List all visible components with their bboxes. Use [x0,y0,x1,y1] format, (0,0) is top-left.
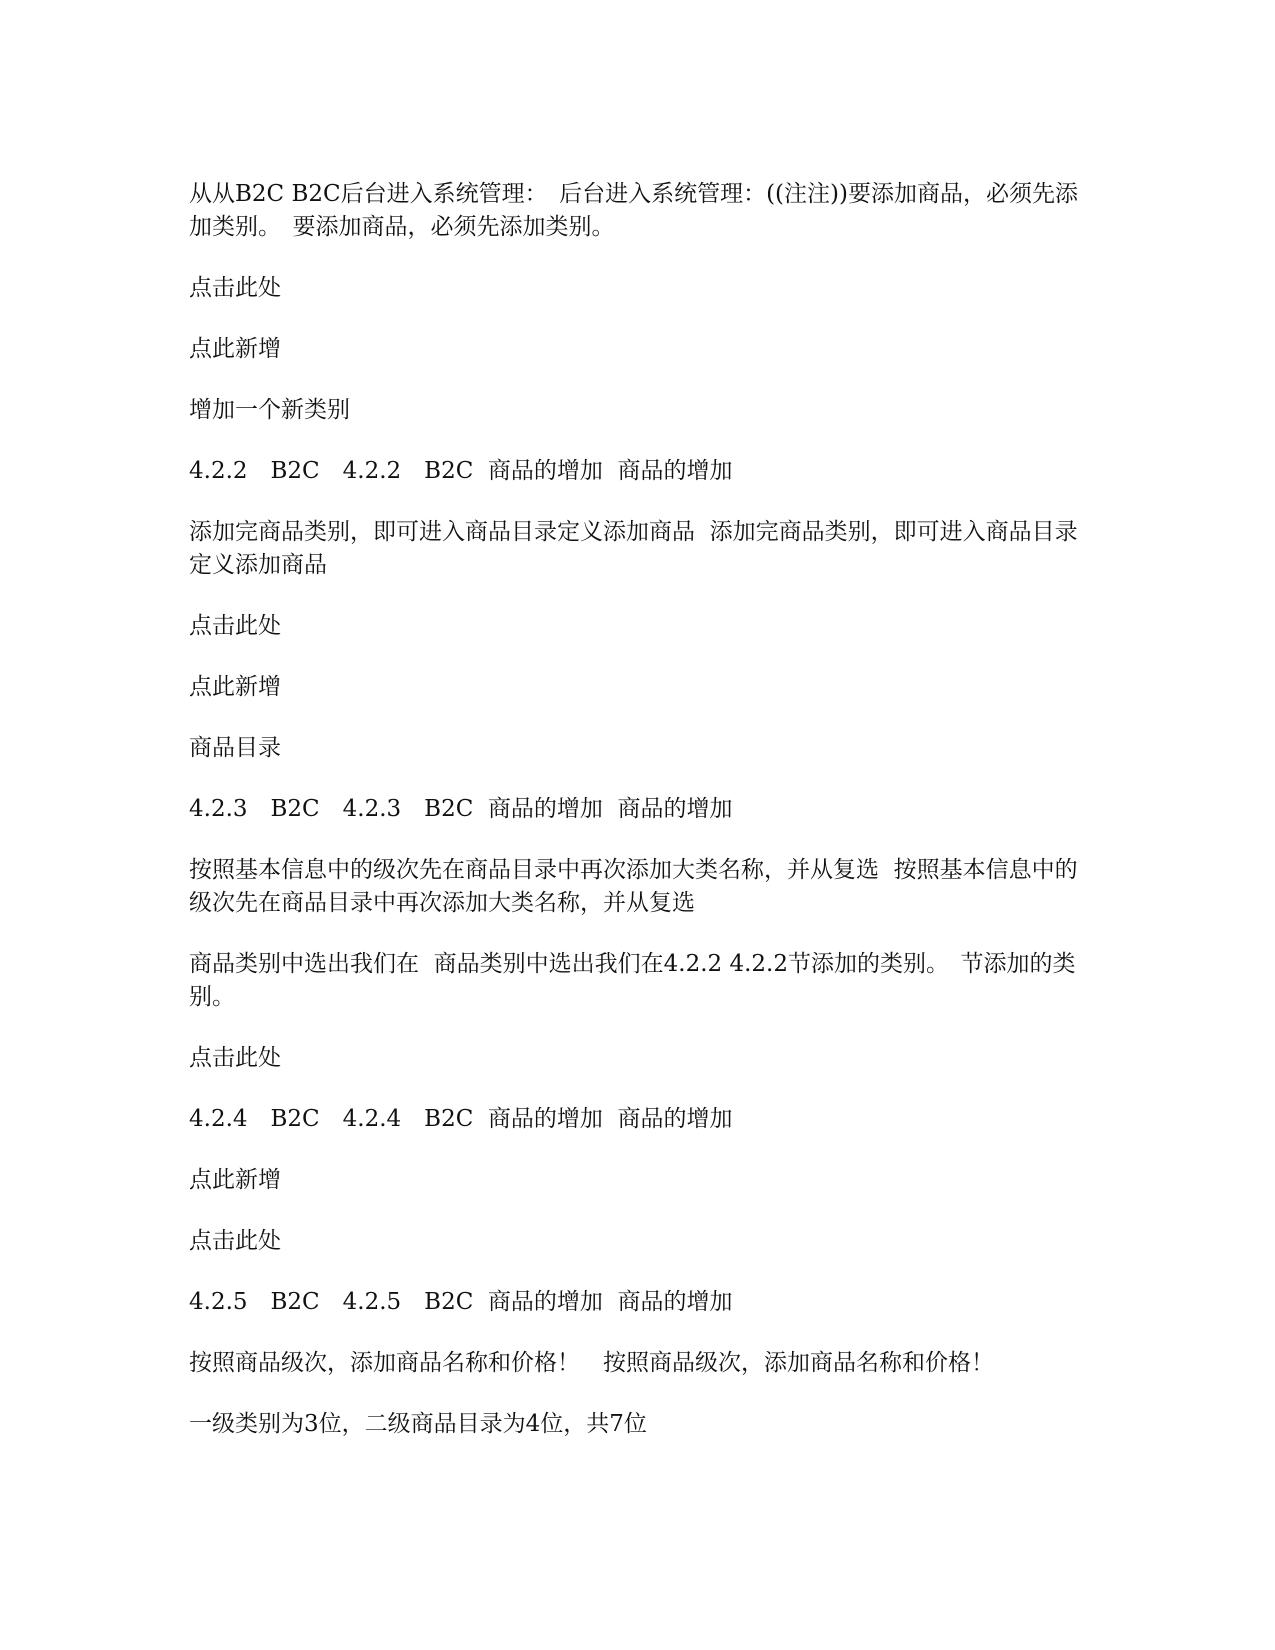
section-heading-4-2-2: 4.2.2 B2C 4.2.2 B2C 商品的增加 商品的增加 [189,458,733,484]
paragraph-add-new: 点此新增 [189,1167,281,1193]
paragraph-name-price: 按照商品级次，添加商品名称和价格！ 按照商品级次，添加商品名称和价格！ [189,1350,994,1376]
paragraph-digit-rule: 一级类别为3位，二级商品目录为4位，共7位 [189,1411,647,1437]
paragraph-add-new: 点此新增 [189,336,281,362]
paragraph-click-here: 点击此处 [189,613,281,639]
section-heading-4-2-4: 4.2.4 B2C 4.2.4 B2C 商品的增加 商品的增加 [189,1106,733,1132]
paragraph-click-here: 点击此处 [189,1228,281,1254]
paragraph-catalog: 商品目录 [189,735,281,761]
paragraph-select-category: 商品类别中选出我们在 商品类别中选出我们在4.2.2 4.2.2节添加的类别。 节添加的类别。 [189,951,1076,1010]
section-heading-4-2-5: 4.2.5 B2C 4.2.5 B2C 商品的增加 商品的增加 [189,1289,733,1315]
section-heading-4-2-3: 4.2.3 B2C 4.2.3 B2C 商品的增加 商品的增加 [189,796,733,822]
paragraph-intro: 从从B2C B2C后台进入系统管理： 后台进入系统管理：((注注))要添加商品，必须先添加类别。 要添加商品，必须先添加类别。 [189,181,1078,240]
paragraph-add-new: 点此新增 [189,674,281,700]
paragraph-click-here: 点击此处 [189,275,281,301]
document-body [189,178,1099,1469]
paragraph-click-here: 点击此处 [189,1045,281,1071]
paragraph-new-category: 增加一个新类别 [189,397,350,423]
paragraph-level-instructions: 按照基本信息中的级次先在商品目录中再次添加大类名称，并从复选 按照基本信息中的级次先在商品目录中再次添加大类名称，并从复选 [189,857,1078,916]
paragraph-after-category: 添加完商品类别，即可进入商品目录定义添加商品 添加完商品类别，即可进入商品目录定义添加商品 [189,519,1078,578]
